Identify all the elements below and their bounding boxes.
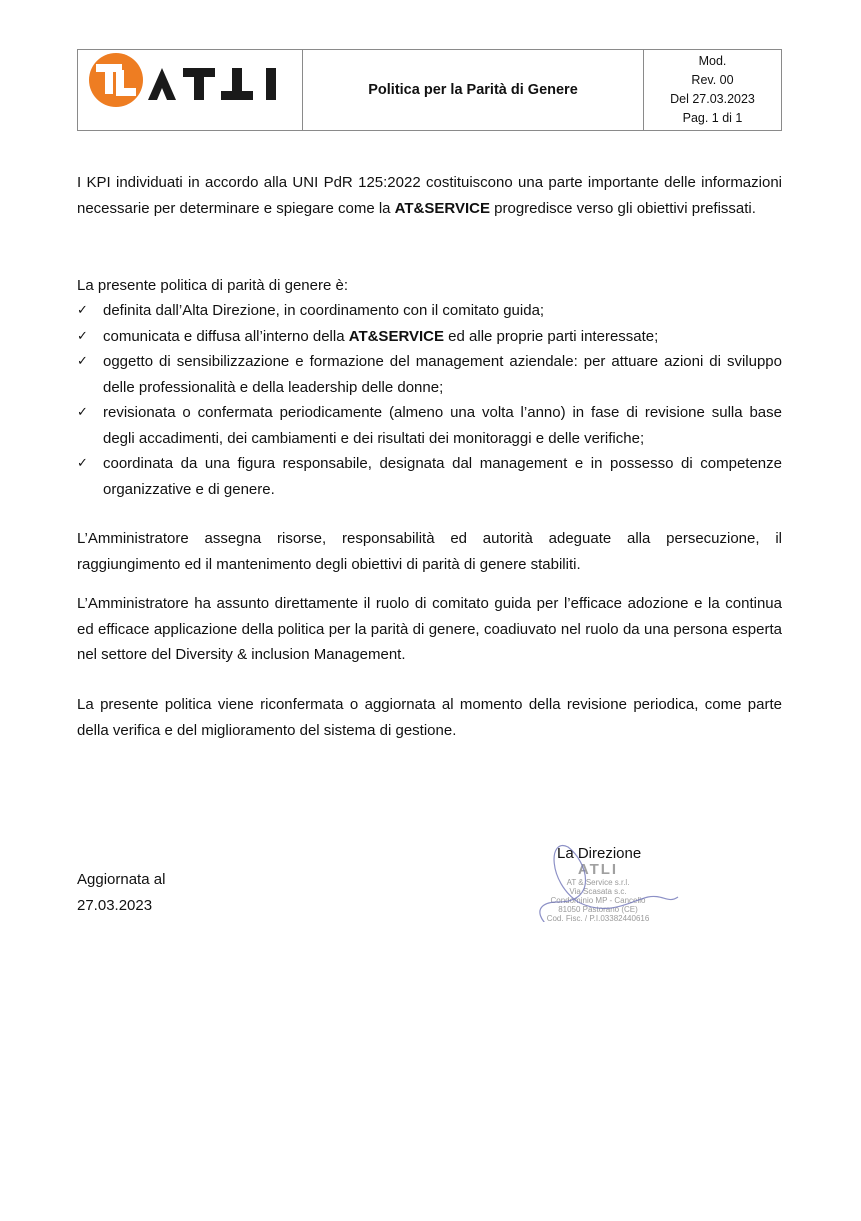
document-meta [644,50,782,131]
document-header [77,49,782,131]
updated-label: Aggiornata al [77,871,166,888]
signature-label: La Direzione [557,845,642,862]
list-item: ✓ revisionata o confermata periodicamente (almeno una volta l’anno) in fase di revisione sulla base degli accadimenti, dei cambiamenti e dei risultati dei monitoraggi e delle verifiche; [77,400,782,451]
meta-date: Del 27.03.2023 [670,92,755,106]
company-stamp: ATLI AT & Service s.r.l. Via Scasata s.c. Condominio MP - Cancello 81050 Pastorano (CE) Cod. Fisc. / P.I.03382440616 [528,862,688,942]
list-item: ✓ coordinata da una figura responsabile, designata dal management e in possesso di competenze organizzative e di genere. [77,451,782,502]
check-icon: ✓ [77,353,88,368]
paragraph-steering-committee: L’Amministratore ha assunto direttamente il ruolo di comitato guida per l’efficace adozione e la continua ed efficace applicazione della politica per la parità di genere, coadiuvato nel ruolo da una persona esperta nel settore del Diversity & inclusion Management. [77,595,782,663]
company-name: AT&SERVICE [394,199,490,217]
updated-block [77,867,165,918]
policy-intro: La presente politica di parità di genere è: [77,277,349,294]
meta-mod: Mod. [698,54,727,68]
check-icon: ✓ [77,404,88,419]
check-icon: ✓ [77,455,88,470]
paragraph-kpi: I KPI individuati in accordo alla UNI PdR 125:2022 costituiscono una parte importante delle informazioni necessarie per determinare e spiegare come la AT&SERVICE progredisce verso gli obiettivi prefissati. [77,174,782,217]
paragraph-review: La presente politica viene riconfermata o aggiornata al momento della revisione periodica, come parte della verifica e del miglioramento del sistema di gestione. [77,696,782,739]
meta-rev: Rev. 00 [691,73,734,87]
stamp-logo: ATLI [577,861,619,878]
check-icon: ✓ [77,327,88,343]
document-title: Politica per la Parità di Genere [303,50,644,131]
policy-checklist [77,298,782,502]
company-logo [88,52,298,108]
list-item: ✓ comunicata e diffusa all’interno della AT&SERVICE ed alle proprie parti interessate; [77,324,782,350]
list-item: ✓ definita dall’Alta Direzione, in coordinamento con il comitato guida; [77,298,782,324]
meta-page: Pag. 1 di 1 [682,111,743,125]
list-item: ✓ oggetto di sensibilizzazione e formazione del management aziendale: per attuare azioni di sviluppo delle professionalità e della leadership delle donne; [77,349,782,400]
paragraph-resources: L’Amministratore assegna risorse, responsabilità ed autorità adeguate alla persecuzione, il raggiungimento ed il mantenimento degli obiettivi di parità di genere stabiliti. [77,530,782,573]
logo-cell [78,50,303,131]
updated-date: 27.03.2023 [77,896,153,914]
company-name: AT&SERVICE [348,327,445,345]
check-icon: ✓ [77,302,88,317]
